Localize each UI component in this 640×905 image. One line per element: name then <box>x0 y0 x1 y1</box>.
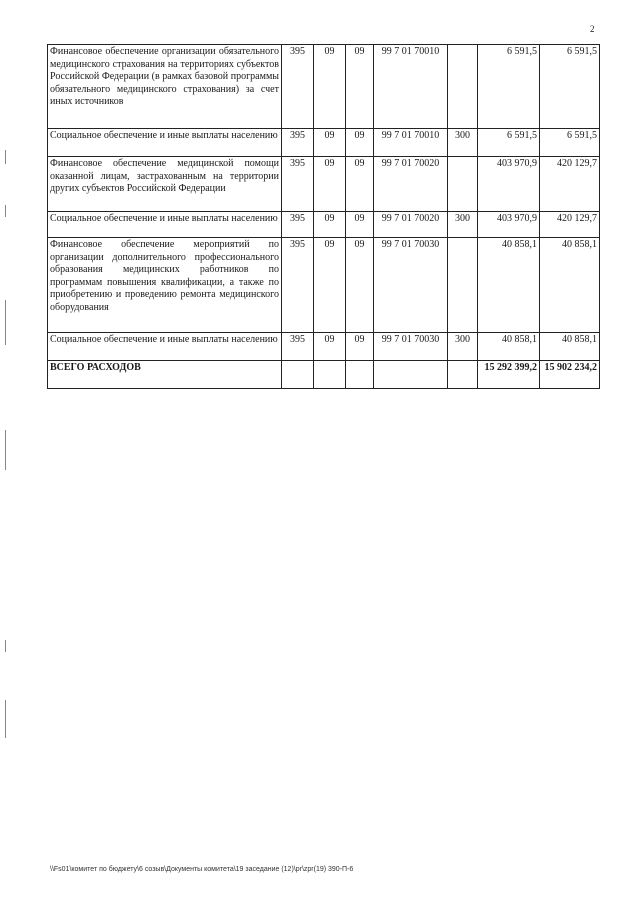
cell-section: 09 <box>314 238 346 333</box>
cell-ministry: 395 <box>282 212 314 238</box>
table-row <box>48 333 600 361</box>
cell-amount-year2: 6 591,5 <box>540 45 600 129</box>
cell-section: 09 <box>314 157 346 212</box>
cell-expense-type: 300 <box>448 333 478 361</box>
cell-amount-year1: 403 970,9 <box>478 212 540 238</box>
total-amount-year2: 15 902 234,2 <box>540 361 600 389</box>
cell-target-article: 99 7 01 70010 <box>374 45 448 129</box>
cell-ministry: 395 <box>282 238 314 333</box>
row-name: Социальное обеспечение и иные выплаты населению <box>48 333 282 361</box>
cell-subsection: 09 <box>346 157 374 212</box>
cell-amount-year2: 420 129,7 <box>540 212 600 238</box>
scan-mark <box>5 700 6 738</box>
total-row <box>48 361 600 389</box>
scan-mark <box>5 300 6 345</box>
cell-expense-type: 300 <box>448 212 478 238</box>
scan-mark <box>5 640 6 652</box>
cell-target-article: 99 7 01 70020 <box>374 212 448 238</box>
row-name: Социальное обеспечение и иные выплаты населению <box>48 212 282 238</box>
cell-subsection: 09 <box>346 45 374 129</box>
cell-ministry: 395 <box>282 333 314 361</box>
cell-amount-year1: 40 858,1 <box>478 238 540 333</box>
cell-target-article: 99 7 01 70030 <box>374 238 448 333</box>
scan-mark <box>5 205 6 217</box>
cell-expense-type <box>448 238 478 333</box>
cell-target-article: 99 7 01 70010 <box>374 129 448 157</box>
cell-ministry: 395 <box>282 157 314 212</box>
scan-mark <box>5 430 6 470</box>
cell-amount-year1: 6 591,5 <box>478 129 540 157</box>
cell-amount-year2: 40 858,1 <box>540 333 600 361</box>
cell-section: 09 <box>314 212 346 238</box>
cell-ministry: 395 <box>282 129 314 157</box>
table-row <box>48 157 600 212</box>
cell-amount-year2: 6 591,5 <box>540 129 600 157</box>
cell-amount-year1: 40 858,1 <box>478 333 540 361</box>
cell-section: 09 <box>314 45 346 129</box>
cell-amount-year2: 40 858,1 <box>540 238 600 333</box>
page-number: 2 <box>590 24 595 34</box>
cell-subsection: 09 <box>346 212 374 238</box>
cell-expense-type <box>448 45 478 129</box>
table-row <box>48 45 600 129</box>
total-amount-year1: 15 292 399,2 <box>478 361 540 389</box>
empty-cell <box>346 361 374 389</box>
cell-subsection: 09 <box>346 333 374 361</box>
row-name: Социальное обеспечение и иные выплаты населению <box>48 129 282 157</box>
cell-amount-year2: 420 129,7 <box>540 157 600 212</box>
empty-cell <box>282 361 314 389</box>
cell-expense-type: 300 <box>448 129 478 157</box>
table-row <box>48 129 600 157</box>
scan-mark <box>5 150 6 164</box>
table-row <box>48 238 600 333</box>
total-label: ВСЕГО РАСХОДОВ <box>48 361 282 389</box>
empty-cell <box>448 361 478 389</box>
cell-target-article: 99 7 01 70020 <box>374 157 448 212</box>
budget-table <box>47 44 600 389</box>
empty-cell <box>374 361 448 389</box>
cell-section: 09 <box>314 333 346 361</box>
cell-subsection: 09 <box>346 238 374 333</box>
row-name: Финансовое обеспечение организации обязательного медицинского страхования на территориях субъектов Российской Федерации (в рамках базовой программы обязательного медицинского страхования) за счет иных источников <box>48 45 282 129</box>
cell-subsection: 09 <box>346 129 374 157</box>
cell-amount-year1: 6 591,5 <box>478 45 540 129</box>
cell-amount-year1: 403 970,9 <box>478 157 540 212</box>
cell-ministry: 395 <box>282 45 314 129</box>
table-row <box>48 212 600 238</box>
cell-section: 09 <box>314 129 346 157</box>
empty-cell <box>314 361 346 389</box>
cell-target-article: 99 7 01 70030 <box>374 333 448 361</box>
file-path-footer: \\Fs01\комитет по бюджету\6 созыв\Документы комитета\19 заседание (12)\pr\zpr(19) 390-П-6 <box>50 866 354 873</box>
row-name: Финансовое обеспечение медицинской помощи оказанной лицам, застрахованным на территории других субъектов Российской Федерации <box>48 157 282 212</box>
cell-expense-type <box>448 157 478 212</box>
row-name: Финансовое обеспечение мероприятий по организации дополнительного профессионального образования медицинских работников по программам повышения квалификации, а также по приобретению и проведению ремонта медицинского оборудования <box>48 238 282 333</box>
